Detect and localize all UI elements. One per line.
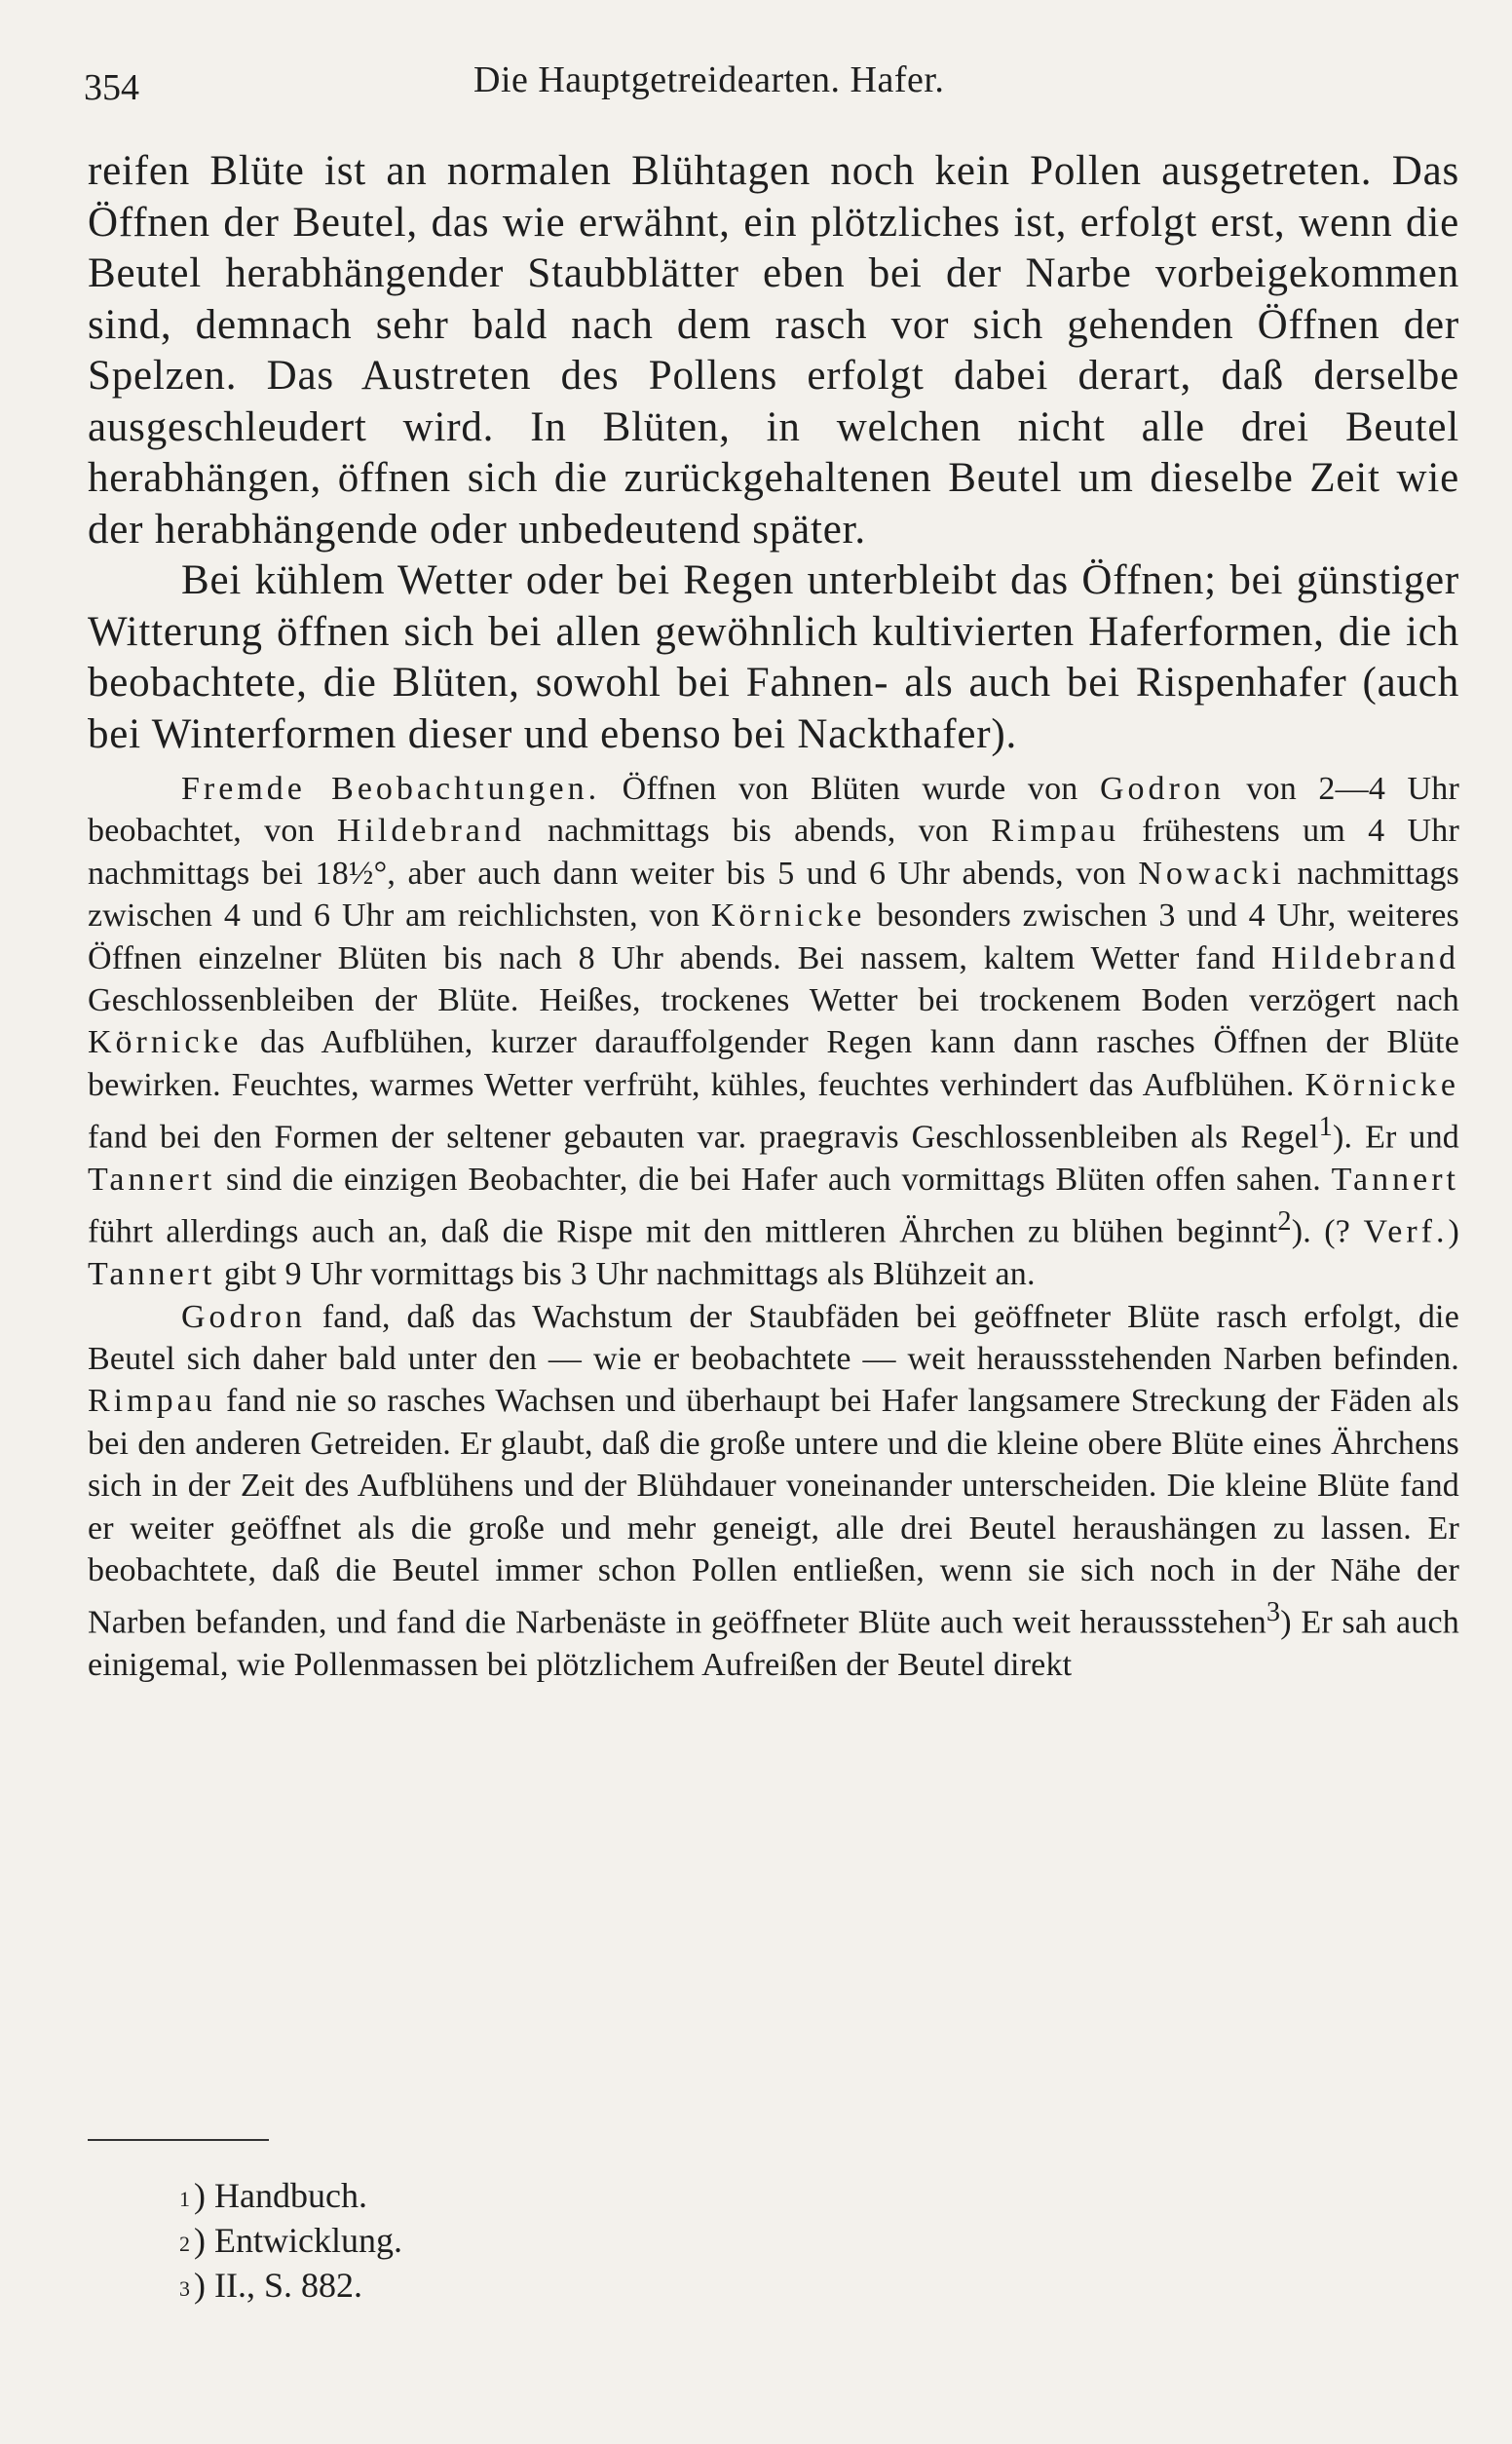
footnote-text: ) Entwicklung.	[194, 2221, 402, 2260]
author-name: Körnicke	[710, 897, 866, 935]
footnote	[179, 2263, 402, 2308]
text-run: gibt 9 Uhr vormittags bis 3 Uhr nachmittags als Blühzeit an.	[215, 1256, 1036, 1293]
text-run: besonders zwischen 3 und 4 Uhr, weiteres Öffnen einzelner Blüten bis nach 8 Uhr abends. Bei nassem, kaltem Wetter fand	[88, 897, 1459, 976]
small-print-paragraph	[88, 768, 1459, 1296]
author-name: Hildebrand	[336, 813, 525, 850]
author-name: Körnicke	[88, 1024, 243, 1061]
text-run: fand bei den Formen der seltener gebauten var. praegravis Geschlossenbleiben als Regel	[88, 1119, 1319, 1156]
footnote	[179, 2218, 402, 2263]
author-name: Godron	[181, 1298, 306, 1335]
text-run: fand, daß das Wachstum der Staubfäden bei geöffneter Blüte rasch erfolgt, die Beutel sich daher bald unter den — wie er beobachtete — weit heraussstehenden Narben befinden.	[88, 1298, 1459, 1377]
text-run: nachmittags bis abends, von	[524, 813, 992, 850]
footnote-mark: 1	[179, 2187, 190, 2211]
footnote-ref[interactable]: 2	[1277, 1206, 1292, 1238]
text-run: das Aufblühen, kurzer darauffolgender Regen kann dann rasches Öffnen der Blüte bewirken. Feuchtes, warmes Wetter verfrüht, kühles, feuchtes verhindert das Aufblühen.	[88, 1024, 1459, 1103]
text-run: ). Er und	[1333, 1119, 1460, 1156]
text-run: sind die einzigen Beobachter, die bei Hafer auch vormittags Blüten offen sahen.	[215, 1161, 1332, 1198]
paragraph: Bei kühlem Wetter oder bei Regen unterbleibt das Öffnen; bei günstiger Witterung öffnen sich bei allen gewöhnlich kultivierten Haferformen, die ich beobachtete, die Blüten, sowohl bei Fahnen- als auch bei Rispenhafer (auch bei Winterformen dieser und ebenso bei Nackthafer).	[88, 557, 1459, 757]
author-name: Körnicke	[1304, 1066, 1459, 1103]
footnote-divider	[88, 2139, 269, 2141]
footnote	[179, 2173, 402, 2218]
author-name: Rimpau	[991, 813, 1120, 850]
author-name: Godron	[1099, 771, 1225, 807]
author-name: Hildebrand	[1271, 939, 1459, 976]
text-run: nachmittags zwischen 4 und 6 Uhr am reichlichsten, von	[88, 855, 1459, 935]
body-text	[88, 146, 1459, 1687]
footnote-ref[interactable]: 1	[1318, 1112, 1334, 1143]
text-run: Geschlossenbleiben der Blüte. Heißes, trockenes Wetter bei trockenem Boden verzögert nach	[88, 982, 1459, 1019]
section-heading: Fremde Beobachtungen.	[181, 771, 601, 807]
page-header	[84, 58, 1467, 117]
author-name: Tannert	[1331, 1161, 1459, 1198]
footnote-mark: 2	[179, 2232, 190, 2256]
running-title: Die Hauptgetreidearten. Hafer.	[473, 59, 945, 100]
footnote-text: ) Handbuch.	[194, 2176, 367, 2215]
text-run: )	[1448, 1213, 1459, 1250]
footnotes	[179, 2173, 402, 2308]
footnote-ref[interactable]: 3	[1266, 1597, 1281, 1628]
author-name: Rimpau	[88, 1383, 216, 1420]
author-name: Tannert	[88, 1161, 216, 1198]
author-name: Nowacki	[1138, 855, 1286, 892]
text-run: ). (?	[1291, 1213, 1364, 1250]
author-name: Tannert	[88, 1256, 216, 1293]
footnote-text: ) II., S. 882.	[194, 2266, 362, 2305]
author-name: Verf.	[1363, 1213, 1449, 1250]
text-run: frühestens um 4 Uhr nachmittags bei 18½°, aber auch dann weiter bis 5 und 6 Uhr abends, von	[88, 813, 1459, 892]
text-run: von 2—4 Uhr beobachtet, von	[88, 771, 1459, 850]
text-run: fand nie so rasches Wachsen und überhaupt bei Hafer langsamere Streckung der Fäden als bei den anderen Getreiden. Er glaubt, daß die große untere und die kleine obere Blüte eines Ährchens sich in der Zeit des Aufblühens und der Blühdauer voneinander unterscheiden. Die kleine Blüte fand er weiter geöffnet als die große und mehr geneigt, alle drei Beutel heraushängen zu lassen. Er beobachtete, daß die Beutel immer schon Pollen entließen, wenn sie sich noch in der Nähe der Narben befanden, und fand die Narbenäste in geöffneter Blüte auch weit heraussstehen	[88, 1383, 1459, 1641]
small-print-paragraph	[88, 1296, 1459, 1687]
page-number: 354	[84, 67, 139, 108]
text-run: Öffnen von Blüten wurde von	[600, 771, 1100, 807]
footnote-mark: 3	[179, 2276, 190, 2301]
paragraph: reifen Blüte ist an normalen Blühtagen noch kein Pollen ausgetreten. Das Öffnen der Beutel, das wie erwähnt, ein plötzliches ist, erfolgt erst, wenn die Beutel herabhängender Staubblätter eben bei der Narbe vorbeigekommen sind, demnach sehr bald nach dem rasch vor sich gehenden Öffnen der Spelzen. Das Austreten des Pollens erfolgt dabei derart, daß derselbe ausgeschleudert wird. In Blüten, in welchen nicht alle drei Beutel herabhängen, öffnen sich die zurückgehaltenen Beutel um dieselbe Zeit wie der herabhängende oder unbedeutend später.	[88, 148, 1459, 553]
text-run: ) Er sah auch einigemal, wie Pollenmassen bei plötzlichem Aufreißen der Beutel direkt	[88, 1604, 1459, 1684]
text-run: führt allerdings auch an, daß die Rispe mit den mittleren Ährchen zu blühen beginnt	[88, 1213, 1278, 1250]
